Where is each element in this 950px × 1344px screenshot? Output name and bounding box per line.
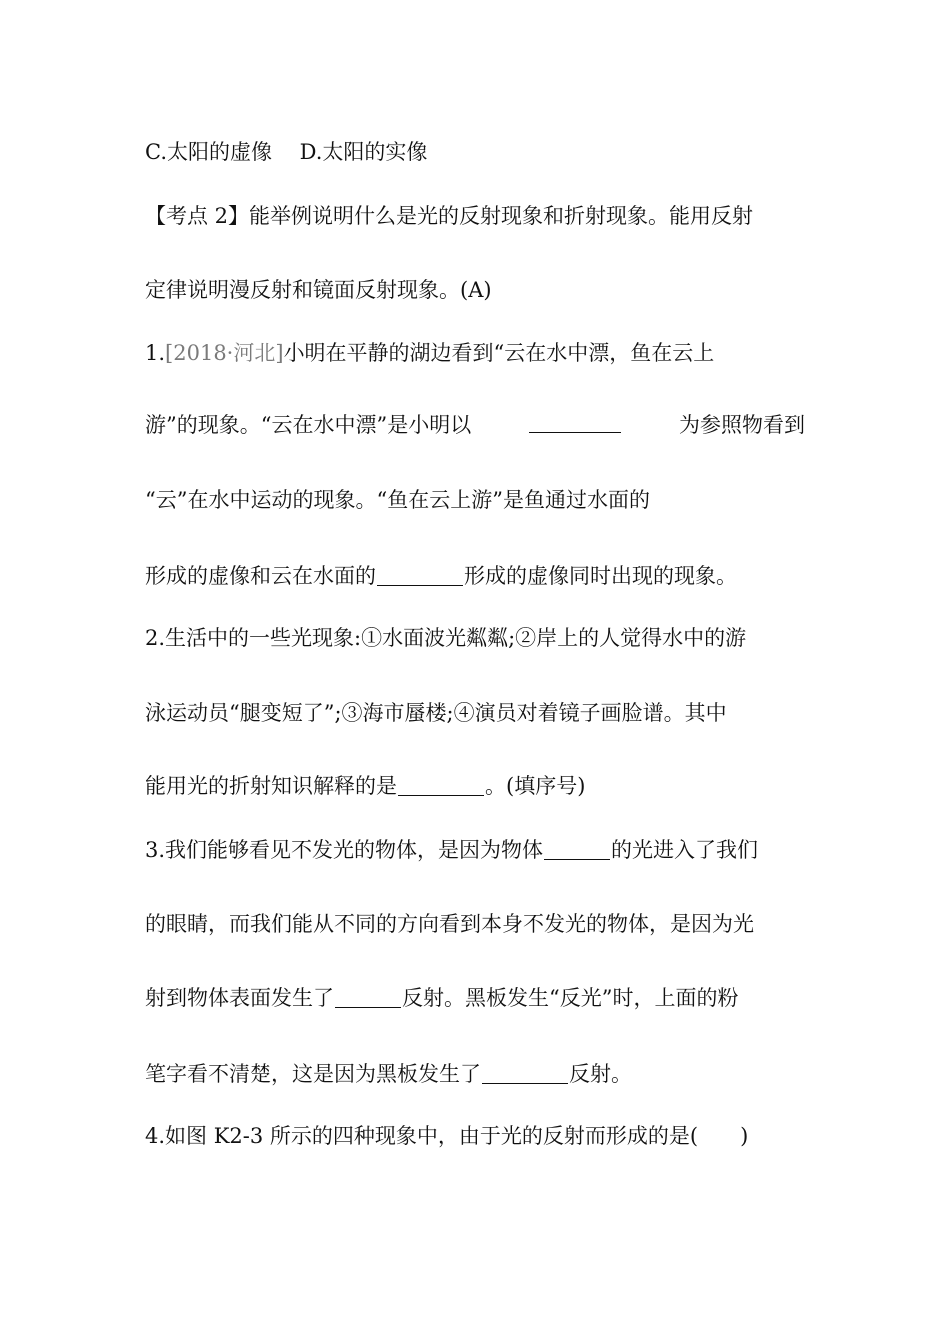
question-1-text-a: 小明在平静的湖边看到“云在水中漂，鱼在云上 xyxy=(283,341,715,365)
question-2-text-c2: 。(填序号) xyxy=(485,774,586,798)
question-1-source: [2018·河北] xyxy=(165,341,284,365)
question-3-line-2: 的眼睛，而我们能从不同的方向看到本身不发光的物体，是因为光 xyxy=(145,912,754,936)
question-1-line-4 xyxy=(145,563,805,589)
question-1-line-3: “云”在水中运动的现象。“鱼在云上游”是鱼通过水面的 xyxy=(145,488,650,512)
question-1-line-2 xyxy=(145,412,805,438)
question-3-line-4 xyxy=(145,1061,805,1087)
question-3-text-c1: 射到物体表面发生了 xyxy=(145,986,334,1010)
answer-blank[interactable] xyxy=(529,412,621,433)
question-3-text-d1: 笔字看不清楚，这是因为黑板发生了 xyxy=(145,1062,481,1086)
answer-blank[interactable] xyxy=(544,839,610,860)
question-1-text-d2: 形成的虚像同时出现的现象。 xyxy=(464,564,737,588)
options-line: C.太阳的虚像 D.太阳的实像 xyxy=(145,140,428,164)
question-1-text-b2: 为参照物看到 xyxy=(679,413,805,437)
question-2-line-2: 泳运动员“腿变短了”;③海市蜃楼;④演员对着镜子画脸谱。其中 xyxy=(145,701,727,725)
question-3-text-d2: 反射。 xyxy=(569,1062,632,1086)
question-2-line-1: 2.生活中的一些光现象:①水面波光粼粼;②岸上的人觉得水中的游 xyxy=(145,626,747,650)
answer-blank[interactable] xyxy=(398,775,484,796)
question-1-text-b1: 游”的现象。“云在水中漂”是小明以 xyxy=(145,413,472,437)
key-point-heading: 【考点 2】能举例说明什么是光的反射现象和折射现象。能用反射 xyxy=(145,204,754,228)
key-point-text: 定律说明漫反射和镜面反射现象。(A) xyxy=(145,278,492,302)
question-2-line-3 xyxy=(145,773,805,799)
question-1-line-1 xyxy=(145,340,805,366)
answer-blank[interactable] xyxy=(482,1063,568,1084)
question-3-text-a2: 的光进入了我们 xyxy=(611,838,759,862)
question-1-text-d1: 形成的虚像和云在水面的 xyxy=(145,564,376,588)
question-3-text-a1: 3.我们能够看见不发光的物体，是因为物体 xyxy=(145,838,544,862)
question-3-text-c2: 反射。黑板发生“反光”时，上面的粉 xyxy=(402,986,739,1010)
question-3-line-1 xyxy=(145,837,805,863)
answer-blank[interactable] xyxy=(335,987,401,1008)
question-2-text-c1: 能用光的折射知识解释的是 xyxy=(145,774,397,798)
question-1-number: 1. xyxy=(145,341,166,365)
question-3-line-3 xyxy=(145,985,805,1011)
answer-blank[interactable] xyxy=(377,565,463,586)
question-4-line: 4.如图 K2-3 所示的四种现象中，由于光的反射而形成的是( ) xyxy=(145,1124,749,1148)
